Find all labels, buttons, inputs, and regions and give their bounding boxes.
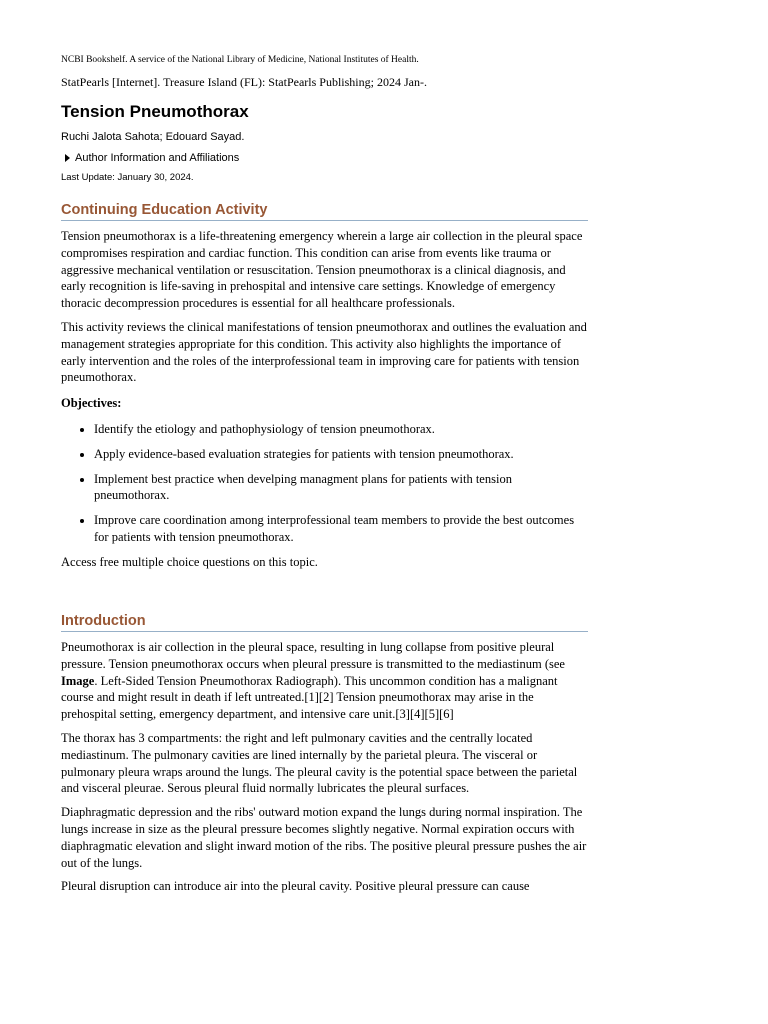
text-run: Pneumothorax is air collection in the pleural space, resulting in lung collapse from positive pleural pressure. Tension pneumothorax occurs when pleural pressure is transmitted to the mediastinum (see [61, 640, 565, 671]
section-introduction [61, 613, 588, 895]
author-list: Ruchi Jalota Sahota; Edouard Sayad. [61, 131, 245, 143]
objectives-list [61, 421, 588, 546]
affiliations-toggle-label: Author Information and Affiliations [75, 152, 240, 164]
paragraph: This activity reviews the clinical manifestations of tension pneumothorax and outlines the evaluation and management strategies appropriate for this condition. This activity also highlights the importance of early intervention and the roles of the interprofessional team in improving care for patients with tension pneumothorax. [61, 319, 587, 385]
paragraph [61, 639, 588, 723]
article-title: Tension Pneumothorax [61, 102, 249, 121]
reference-link[interactable]: [3][4][5][6] [395, 707, 454, 722]
paragraph: Pleural disruption can introduce air into the pleural cavity. Positive pleural pressure can cause [61, 879, 530, 894]
list-item: • Identify the etiology and pathophysiology of tension pneumothorax. [94, 421, 588, 438]
last-update: Last Update: January 30, 2024. [61, 172, 194, 183]
paragraph: Diaphragmatic depression and the ribs' outward motion expand the lungs during normal inspiration. The lungs increase in size as the pleural pressure becomes slightly negative. Normal expiration occurs with diaphragmatic elevation and slight inward motion of the ribs. The positive pleural pressure pushes the air out of the lungs. [61, 805, 587, 870]
list-item: • Implement best practice when develping managment plans for patients with tension pneumothorax. [94, 471, 588, 505]
text-run: Tension pneumothorax may arise in the prehospital setting, emergency department, and intensive care unit. [61, 690, 534, 722]
section-heading: Introduction [61, 613, 588, 632]
affiliations-toggle[interactable] [65, 152, 239, 164]
image-label: Image [61, 673, 95, 688]
list-item: • Improve care coordination among interprofessional team members to provide the best outcomes for patients with tension pneumothorax. [94, 512, 588, 546]
paragraph: Tension pneumothorax is a life-threatening emergency wherein a large air collection in the pleural space compromises respiration and cardiac function. This condition can arise from events like trauma or aggressive mechanical ventilation or resuscitation. Tension pneumothorax is a clinical diagnosis, and early recognition is life-saving in prehospital and intensive care settings. Knowledge of emergency thoracic decompression procedures is essential for all healthcare professionals. [61, 229, 583, 311]
section-continuing-education [61, 202, 588, 571]
section-heading: Continuing Education Activity [61, 202, 588, 221]
reference-link[interactable]: [1][2] [304, 690, 334, 705]
mcq-link[interactable]: Access free multiple choice questions on this topic. [61, 554, 318, 569]
paragraph: The thorax has 3 compartments: the right and left pulmonary cavities and the centrally located mediastinum. The pulmonary cavities are lined internally by the parietal pleura. The visceral or pulmonary pleura wraps around the lungs. The pleural cavity is the potential space between the parietal and visceral pleurae. Serous pleural fluid normally lubricates the pleural surfaces. [61, 730, 578, 796]
disclosure-triangle-icon [65, 154, 70, 162]
citation-line: StatPearls [Internet]. Treasure Island (FL): StatPearls Publishing; 2024 Jan-. [61, 75, 427, 89]
list-item: • Apply evidence-based evaluation strategies for patients with tension pneumothorax. [94, 446, 588, 463]
bookshelf-notice: NCBI Bookshelf. A service of the National Library of Medicine, National Institutes of Health. [61, 55, 419, 65]
text-run: . Left-Sided Tension Pneumothorax Radiograph). This uncommon condition has a malignant course and might result in death if left untreated. [61, 673, 558, 705]
objectives-label: Objectives: [61, 396, 122, 411]
